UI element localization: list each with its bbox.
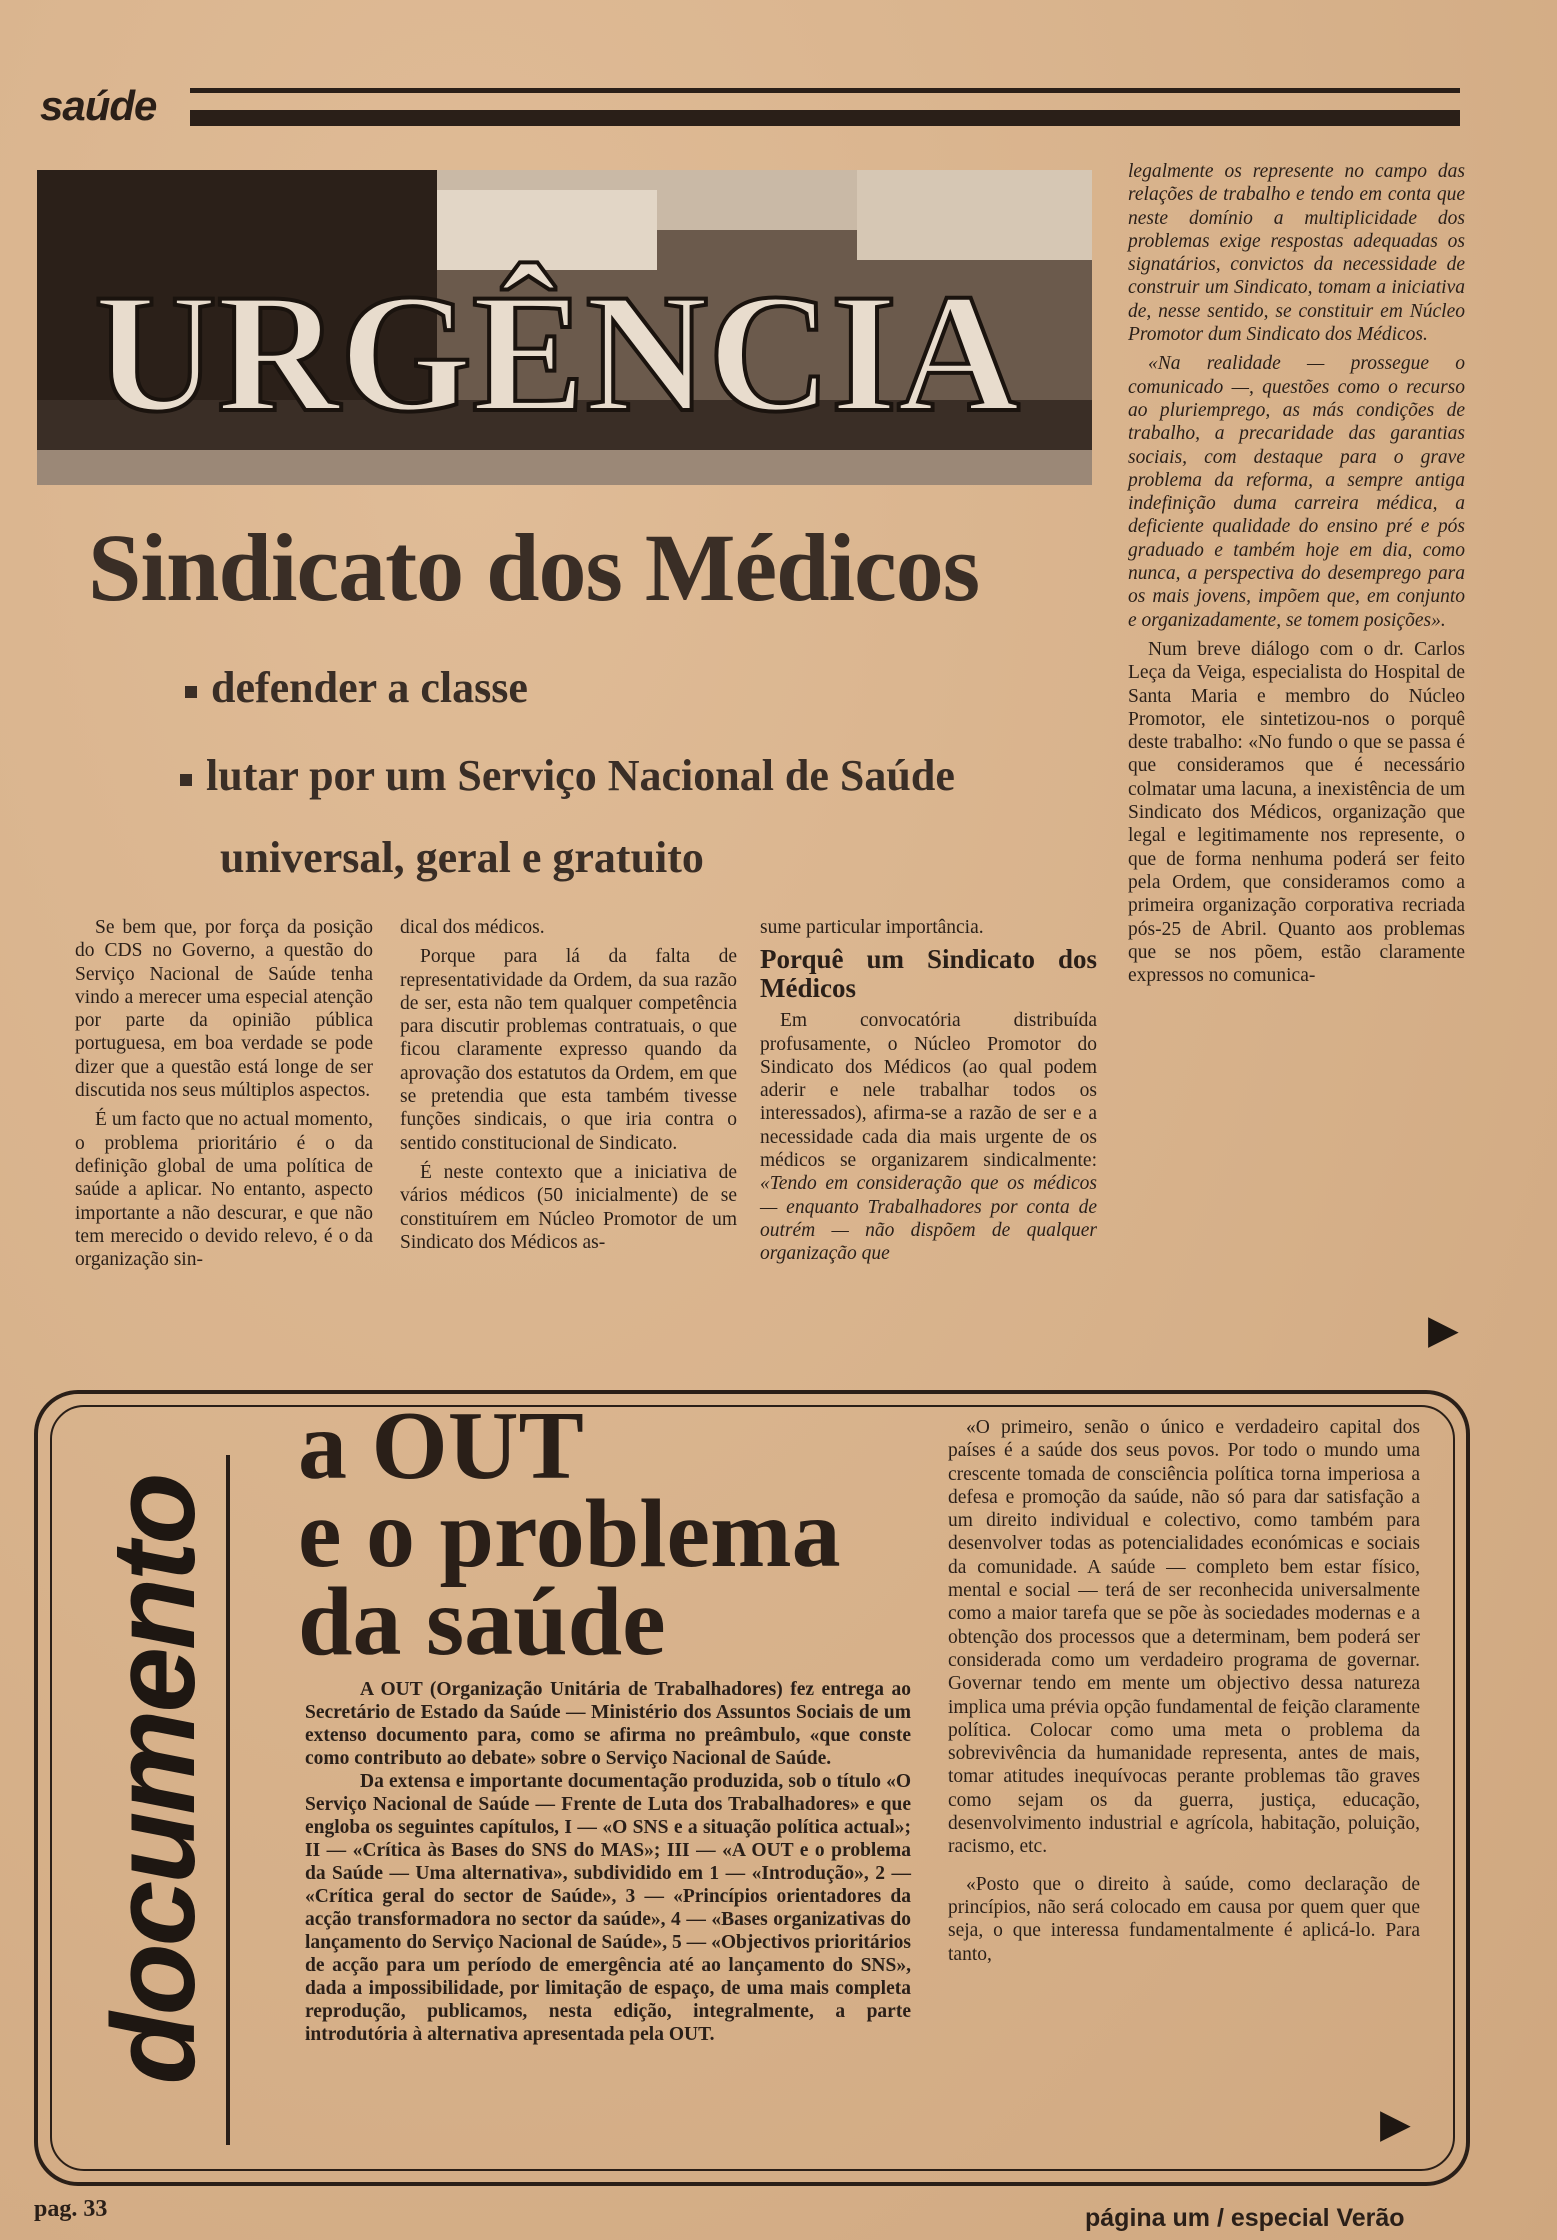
column-4-quote-2b: questões como o recurso ao pluriemprego, as más condições de trabalho, a precaridade das garantias sociais, com destaque para o grave problema da reforma, a sempre antiga indefinição duma carreira médica, a deficiente qualidade do ensino pré e pós graduado e também hoje em dia, como nunca, a perspectiva do desemprego para os mais jovens, impõem que, em conjunto e organizadamente, se tomem posições». bbox=[1128, 376, 1466, 631]
header-rule-thick bbox=[190, 110, 1460, 126]
documento-vertical-label bbox=[74, 1420, 234, 2140]
urgencia-photo-graphic bbox=[37, 170, 1092, 485]
bullet-1 bbox=[185, 662, 528, 713]
column-4-body-b: «No fundo o que se passa é que consideramos que é necessário colmatar uma lacuna, a inexistência de um Sindicato dos Médicos, organização que legal e legitimamente nos represente, o que de forma nenhuma poderá ser feito pela Ordem, que consideramos como a primeira organização corporativa recriada pós-25 de Abril. Quanto aos problemas que se nos põem, estão claramente expressos no comunica- bbox=[1128, 732, 1465, 987]
documento-intro-paragraph: Da extensa e importante documentação produzida, sob o título «O Serviço Nacional de Saúde — Frente de Luta dos Trabalhadores» e que engloba os seguintes capítulos, I — «O SNS e a situação política actual»; II — «Crítica às Bases do SNS do MAS»; III — «A OUT e o problema da Saúde — Uma alternativa», subdividido em 1 — «Introdução», 2 — «Crítica geral do sector de Saúde», 3 — «Princípios orientadores da acção transformadora no sector da saúde», 4 — «Bases organizativas do lançamento do Serviço Nacional de Saúde», 5 — «Objectivos prioritários de acção para um período de emergência até ao lançamento do SNS», dada a impossibilidade, por limitação de espaço, de uma mais completa reprodução, publicamos, nesta edição, integralmente, a parte introdutória à alternativa apresentada pela OUT. bbox=[305, 1771, 911, 2045]
page-number: pag. 33 bbox=[34, 2196, 108, 2222]
documento-divider bbox=[226, 1455, 230, 2145]
documento-quote-paragraph: «O primeiro, senão o único e verdadeiro capital dos países é a saúde dos seus povos. Por todo o mundo uma crescente tomada de consciência política torna imperiosa a defesa e promoção da saúde, não só para dar satisfação a um direito individual e colectivo, como também para desenvolver todas as potencialidades económicas e sociais da comunidade. A saúde — completo bem estar físico, mental e social — terá de ser reconhecida universalmente como a maior tarefa que se põe às sociedades modernas e a obtenção dos processos que a determinam, bem poderá ser considerada como um verdadeiro programa de governar. Governar tendo em mente um objectivo dessa natureza implica uma prévia opção fundamental de feição claramente política. Colocar como uma meta o problema da sobrevivência da humanidade representa, antes de mais, tomar atitudes inequívocas perante problemas tão graves como sejam os da guerra, justiça, educação, desenvolvimento industrial e agrícola, habitação, poluição, racismo, etc. bbox=[948, 1417, 1420, 1858]
title-line: e o problema bbox=[298, 1480, 841, 1588]
bullet-2 bbox=[180, 750, 955, 801]
documento-title bbox=[298, 1392, 841, 1676]
article-column-3 bbox=[760, 916, 1097, 1266]
column-2-paragraph: É neste contexto que a iniciativa de vários médicos (50 inicialmente) de se constituírem em Núcleo Promotor de um Sindicato dos Médicos as- bbox=[400, 1161, 737, 1253]
article-column-4 bbox=[1128, 160, 1465, 987]
urgencia-photo bbox=[37, 170, 1092, 485]
column-3-intro: sume particular importância. bbox=[760, 917, 984, 938]
column-3-paragraph bbox=[760, 1009, 1097, 1265]
title-line: da saúde bbox=[298, 1568, 666, 1676]
documento-quote-paragraph: «Posto que o direito à saúde, como declaração de princípios, não será colocado em causa por quem quer que seja, o que interessa fundamentalmente é aplicá-lo. Para tanto, bbox=[948, 1873, 1420, 1965]
column-1-paragraph: É um facto que no actual momento, o problema prioritário é o da definição global de uma política de saúde a aplicar. No entanto, aspecto importante a não descurar, e que não tem merecido o devido relevo, é o da organização sin- bbox=[75, 1109, 373, 1271]
header-rule-thin bbox=[190, 88, 1460, 93]
section-label: saúde bbox=[40, 82, 157, 129]
publication-footer: página um / especial Verão bbox=[1085, 2204, 1405, 2232]
documento-intro-paragraph: A OUT (Organização Unitária de Trabalhadores) fez entrega ao Secretário de Estado da Saúde — Ministério dos Assuntos Sociais de um extenso documento para, como se afirma no preâmbulo, «que conste como contributo ao debate» sobre o Serviço Nacional de Saúde. bbox=[305, 1679, 911, 1769]
column-4-quote-1: legalmente os represente no campo das relações de trabalho e tendo em conta que neste domínio a multiplicidade dos problemas exige respostas adequadas os signatários, convictos da necessidade de construir um Sindicato, tomam a iniciativa de, nesse sentido, se constituir em Núcleo Promotor dum Sindicato dos Médicos. bbox=[1128, 161, 1465, 346]
column-4-quote-2 bbox=[1128, 352, 1465, 632]
article-column-2 bbox=[400, 916, 737, 1254]
bullet-square-icon bbox=[185, 686, 197, 698]
column-2-paragraph: Porque para lá da falta de representatividade da Ordem, da sua razão de ser, esta não tem qualquer competência para discutir problemas contratuais, o que ficou claramente expresso quando da aprovação dos estatutos da Ordem, em que se pretendia que esta também tivesse funções sindicais, o que iria contra o sentido constitucional de Sindicato. bbox=[400, 946, 737, 1154]
documento-label-text: documento bbox=[88, 1475, 220, 2085]
article-column-1 bbox=[75, 916, 373, 1271]
column-4-body-a: Num breve diálogo com o dr. Carlos Leça da Veiga, especialista do Hospital de Santa Maria e membro do Núcleo Promotor, ele sintetizou-nos o porquê deste trabalho: bbox=[1128, 638, 1465, 754]
documento-intro bbox=[305, 1678, 911, 2046]
subheading: Porquê um Sindicato dos Médicos bbox=[760, 944, 1097, 1004]
column-3-quote: «Tendo em consideração que os médicos — enquanto Trabalhadores por conta de outrém — não dispõem de qualquer organização que bbox=[760, 1173, 1097, 1265]
documento-quote-column bbox=[948, 1416, 1420, 1966]
column-4-quote-2a: «Na realidade — prossegue o comunicado —, bbox=[1128, 353, 1465, 398]
column-4-paragraph bbox=[1128, 638, 1465, 987]
continue-arrow-icon: ▶ bbox=[1428, 1307, 1459, 1352]
article-headline: Sindicato dos Médicos bbox=[88, 514, 980, 621]
title-line: a OUT bbox=[298, 1392, 584, 1500]
bullet-1-text: defender a classe bbox=[211, 663, 528, 712]
bullet-2-continuation: universal, geral e gratuito bbox=[220, 833, 704, 882]
continue-arrow-icon: ▶ bbox=[1380, 2101, 1411, 2146]
photo-sign-text: URGÊNCIA bbox=[94, 259, 1020, 447]
column-2-paragraph: dical dos médicos. bbox=[400, 917, 545, 938]
bullet-2-text: lutar por um Serviço Nacional de Saúde bbox=[206, 751, 955, 800]
bullet-square-icon bbox=[180, 774, 192, 786]
column-1-paragraph: Se bem que, por força da posição do CDS no Governo, a questão do Serviço Nacional de Saúde tenha vindo a merecer uma especial atenção por parte da opinião pública portuguesa, em boa verdade se pode dizer que a questão está longe de ser discutida nos seus múltiplos aspectos. bbox=[75, 917, 373, 1102]
column-3-body: Em convocatória distribuída profusamente, o Núcleo Promotor do Sindicato dos Médicos (ao qual podem aderir e nele trabalhar todos os interessados), afirma-se a razão de ser e a necessidade cada dia mais urgente de os médicos se organizarem sindicalmente: bbox=[760, 1010, 1097, 1172]
